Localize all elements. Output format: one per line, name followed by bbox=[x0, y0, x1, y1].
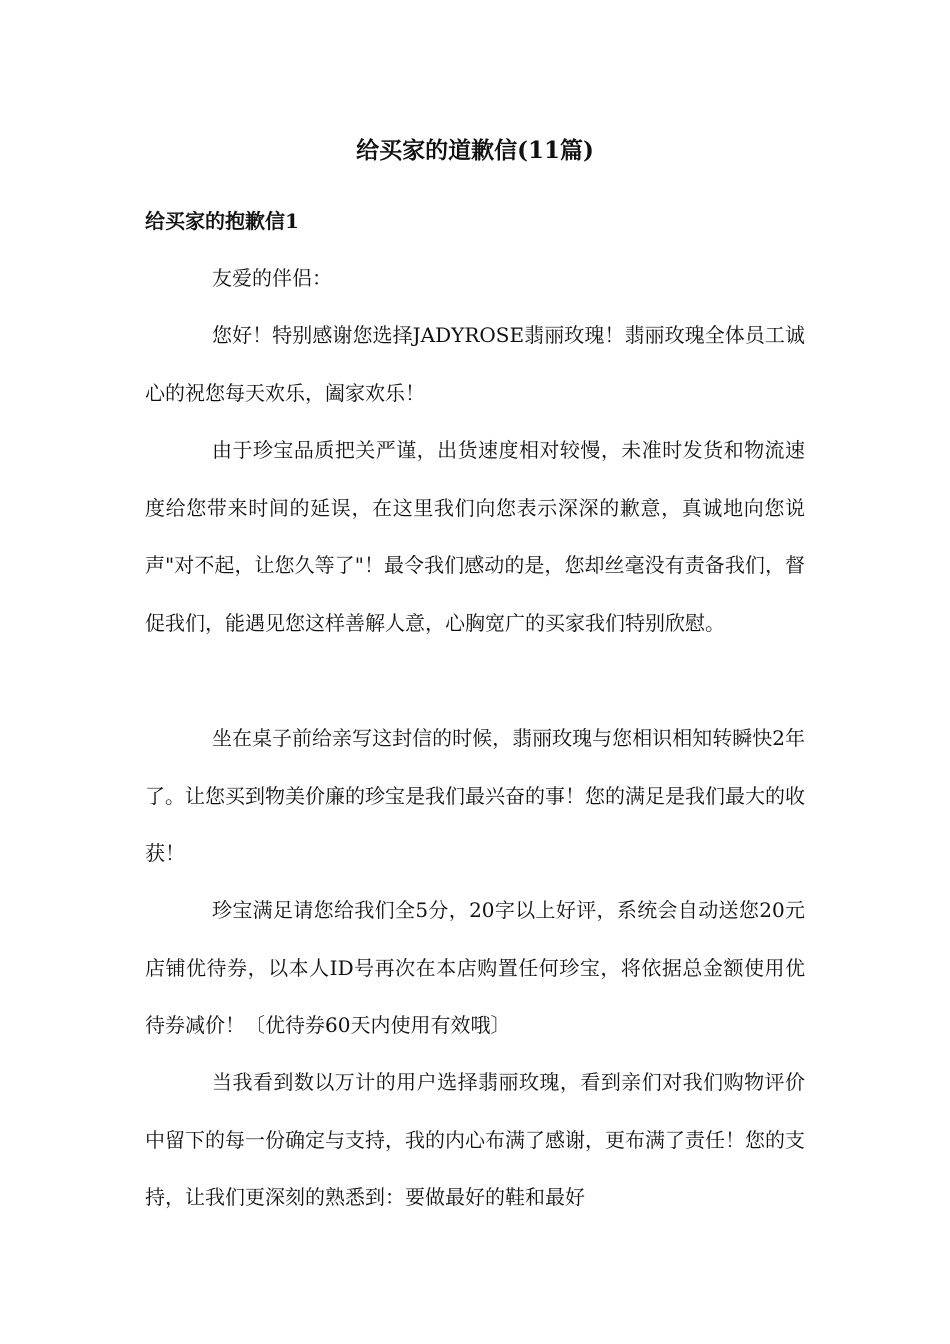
paragraph-thanks: 当我看到数以万计的用户选择翡丽玫瑰，看到亲们对我们购物评价中留下的每一份确定与支持，我的内心布满了感谢，更布满了责任！您的支持，让我们更深刻的熟悉到：要做最好的鞋和最好 bbox=[145, 1070, 805, 1210]
paragraph-delay-apology: 由于珍宝品质把关严谨，出货速度相对较慢，未准时发货和物流速度给您带来时间的延误，在这里我们向您表示深深的歉意，真诚地向您说声"对不起，让您久等了"！最令我们感动的是，您却丝毫没有责备我们，督促我们，能遇见您这样善解人意，心胸宽广的买家我们特别欣慰。 bbox=[145, 438, 805, 635]
document-title: 给买家的道歉信(11篇) bbox=[356, 137, 594, 164]
section-heading: 给买家的抱歉信1 bbox=[145, 209, 299, 233]
paragraph-anniversary: 坐在桌子前给亲写这封信的时候，翡丽玫瑰与您相识相知转瞬快2年了。让您买到物美价廉的珍宝是我们最兴奋的事！您的满足是我们最大的收获！ bbox=[145, 726, 805, 866]
paragraph-rating-coupon: 珍宝满足请您给我们全5分，20字以上好评，系统会自动送您20元店铺优待券，以本人ID号再次在本店购置任何珍宝，将依据总金额使用优待券减价！〔优待券60天内使用有效哦〕 bbox=[145, 898, 805, 1038]
paragraph-hello: 您好！特别感谢您选择JADYROSE翡丽玫瑰！翡丽玫瑰全体员工诚心的祝您每天欢乐，阖家欢乐！ bbox=[145, 323, 805, 405]
paragraph-greeting: 友爱的伴侣： bbox=[212, 266, 332, 290]
